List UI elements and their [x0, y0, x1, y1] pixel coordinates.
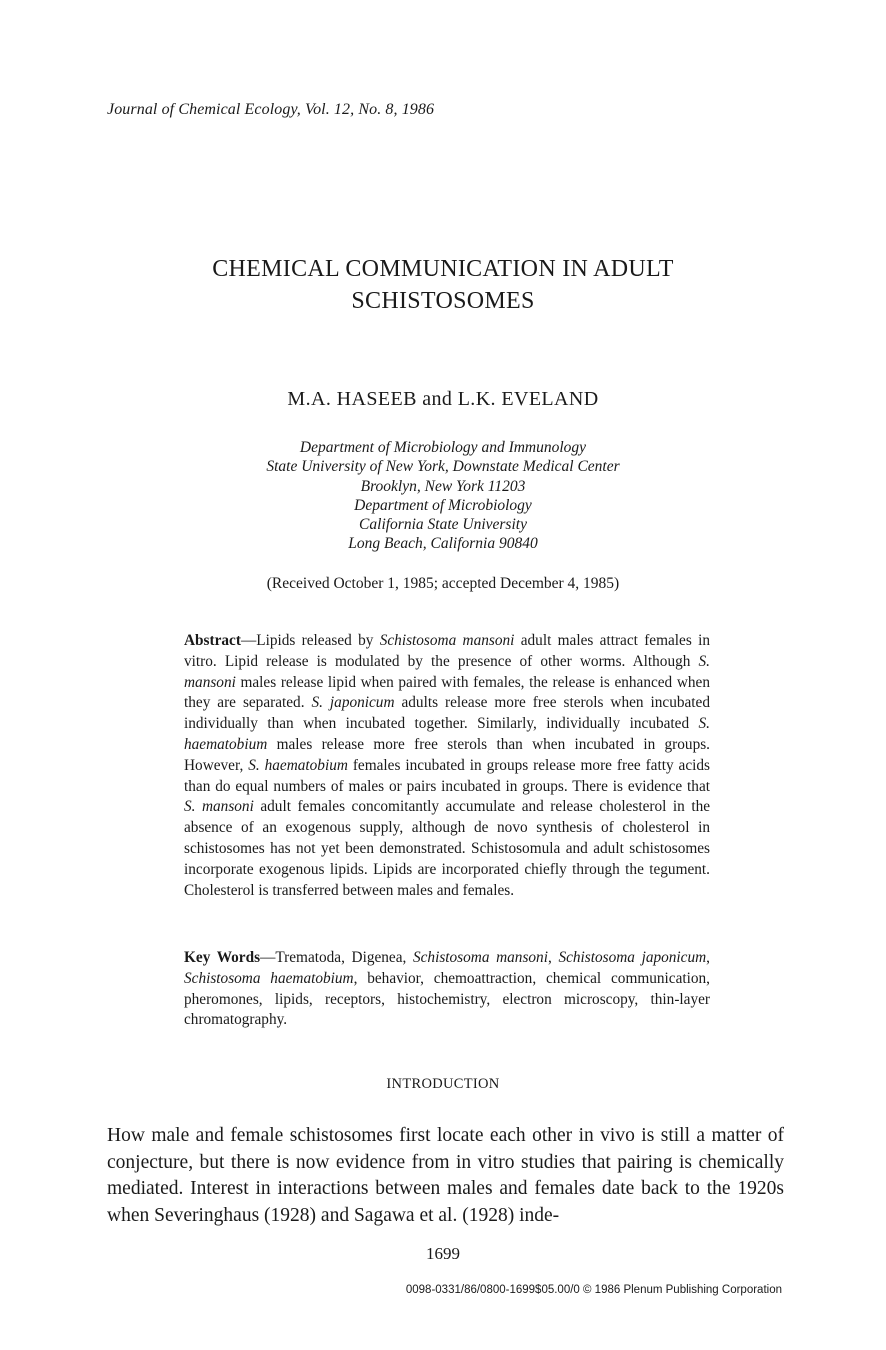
affiliation-line: Department of Microbiology and Immunology: [299, 439, 587, 456]
affiliation-line: Brooklyn, New York 11203: [360, 477, 526, 495]
text-run: , behavior, chemoattraction, chemical communication, pheromones, lipids, receptors, histochemistry, electron microscopy, thin-layer chromatography.: [184, 969, 710, 1029]
introduction-paragraph: How male and female schistosomes first locate each other in vivo is still a matter of conjecture, but there is now evidence from in vitro studies that pairing is chemically mediated. Interest in interactions between males and females date back to the 1920s when Severinghaus (1928) and Sagawa et al. (1928) inde-: [107, 1125, 784, 1226]
key-words-label: Key Words: [184, 949, 261, 966]
text-run: —Lipids released by: [240, 632, 380, 649]
affiliation-line: Long Beach, California 90840: [348, 535, 538, 553]
affiliation-line: State University of New York, Downstate Medical Center: [266, 458, 620, 476]
text-run: —Trematoda, Digenea,: [260, 949, 413, 966]
text-run: adult females concomitantly accumulate and release cholesterol in the absence of an exogenous supply, although de novo synthesis of cholesterol in schistosomes has not yet been demonstrated. Schistosomula and adult schistosomes incorporate exogenous lipids. Lipids are incorporated chiefly through the tegument. Cholesterol is transferred between males and females.: [184, 798, 711, 899]
italic-term: Schistosoma haematobium: [184, 969, 354, 987]
key-words: [184, 948, 710, 1031]
italic-term: Schistosoma mansoni: [412, 949, 548, 966]
italic-term: Schistosoma mansoni: [379, 632, 515, 649]
italic-term: S. japonicum: [311, 694, 395, 712]
text-run: females incubated in groups release more free fatty acids than do equal numbers of males or pairs incubated in groups. There is evidence that: [184, 756, 710, 795]
section-heading-introduction: INTRODUCTION: [386, 1076, 500, 1092]
text-run: adult males attract females in vitro. Lipid release is modulated by the presence of other worms. Although: [184, 632, 711, 670]
received-dates: (Received October 1, 1985; accepted December 4, 1985): [266, 575, 620, 592]
affiliations: [0, 438, 886, 554]
italic-term: Schistosoma japonicum: [558, 949, 707, 966]
abstract: [184, 631, 710, 901]
italic-term: S. mansoni: [184, 652, 710, 691]
text-run: adults release more free sterols when incubated individually than when incubated together. Similarly, individually incubated: [184, 694, 710, 733]
page-number: 1699: [426, 1244, 460, 1263]
abstract-label: Abstract: [184, 632, 241, 649]
copyright-footer: 0098-0331/86/0800-1699$05.00/0 © 1986 Plenum Publishing Corporation: [405, 1284, 782, 1296]
affiliation-line: Department of Microbiology: [354, 496, 532, 514]
italic-term: S. haematobium: [248, 756, 348, 774]
italic-term: S. mansoni: [184, 798, 254, 816]
text-run: males release lipid when paired with females, the release is enhanced when they are separated.: [184, 673, 710, 712]
italic-term: S. haematobium: [184, 715, 710, 753]
abstract-body: [184, 632, 710, 899]
text-run: males release more free sterols than when incubated in groups. However,: [184, 735, 710, 774]
journal-citation: Journal of Chemical Ecology, Vol. 12, No. 8, 1986: [107, 101, 435, 118]
article-title: [0, 253, 886, 317]
author-list: M.A. HASEEB and L.K. EVELAND: [287, 388, 599, 410]
title-line-2: SCHISTOSOMES: [351, 288, 535, 314]
title-line-1: CHEMICAL COMMUNICATION IN ADULT: [212, 256, 674, 282]
text-run: ,: [547, 949, 559, 966]
text-run: ,: [706, 949, 710, 966]
key-words-body: [184, 949, 710, 1028]
affiliation-line: California State University: [359, 516, 527, 534]
